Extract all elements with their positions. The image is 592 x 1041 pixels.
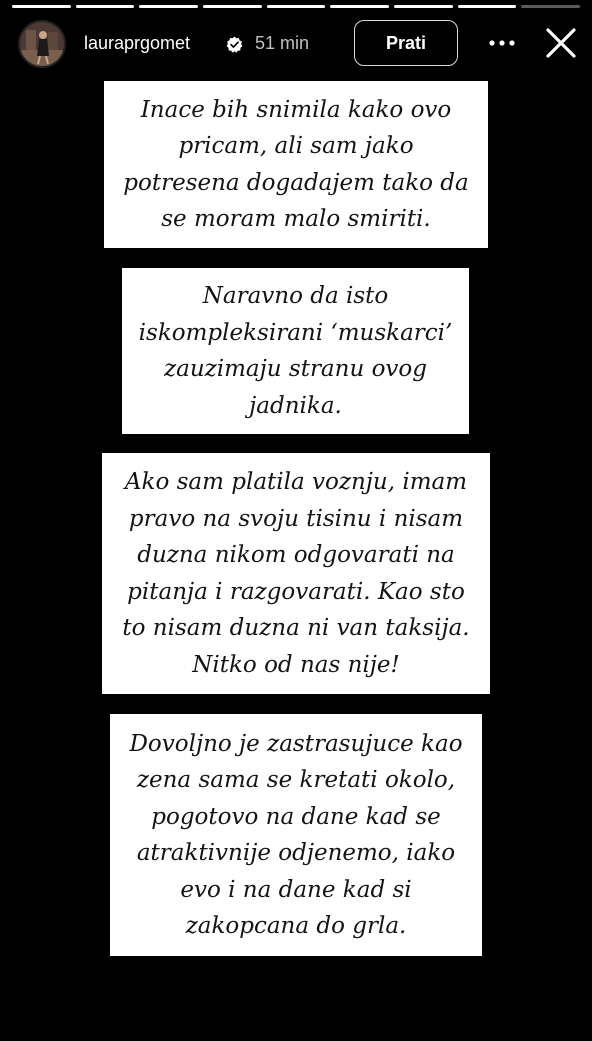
progress-segment [330, 5, 389, 8]
verified-badge-icon [226, 36, 243, 53]
time-ago: 51 min [255, 33, 310, 53]
card-text [123, 92, 468, 238]
avatar-photo [20, 22, 64, 66]
story-text-card [122, 268, 469, 434]
card-line: atraktivnije odjenemo, iako [136, 840, 456, 866]
card-line: to nisam duzna ni van taksija. [122, 615, 470, 641]
card-line: Nitko od nas nije! [192, 651, 400, 678]
progress-segment [521, 5, 580, 8]
card-line: pravo na svoju tisinu i nisam [128, 505, 464, 532]
story-text-card [102, 453, 490, 694]
card-line: se moram malo smiriti. [161, 206, 431, 232]
progress-segment [203, 5, 262, 8]
story-text-card [104, 81, 488, 248]
card-line: zakopcana do grla. [185, 913, 407, 939]
card-line: jadnika. [249, 392, 342, 419]
progress-segment [267, 5, 326, 8]
card-line: zena sama se kretati okolo, [136, 767, 456, 793]
card-line: potresena dogadajem tako da [123, 169, 469, 196]
progress-segment [394, 5, 453, 8]
card-line: iskompleksirani ‘muskarci’ [138, 319, 453, 346]
story-header [0, 14, 592, 72]
card-line: evo i na dane kad si [180, 876, 412, 903]
card-line: Dovoljno je zastrasujuce kao [129, 730, 463, 757]
story-progress-bar [12, 5, 580, 8]
follow-button[interactable]: Prati [354, 20, 458, 66]
card-text [139, 278, 453, 424]
card-line: duzna nikom odgovarati na [137, 542, 455, 568]
progress-segment [139, 5, 198, 8]
card-line: zauzimaju stranu ovog [164, 356, 427, 382]
card-line: pogotovo na dane kad se [151, 803, 441, 830]
card-line: Inace bih snimila kako ovo [140, 96, 452, 123]
more-options-icon[interactable] [487, 32, 517, 54]
card-text [122, 464, 469, 683]
card-line: Naravno da isto [202, 283, 389, 309]
card-line: Ako sam platila voznju, imam [124, 469, 468, 495]
card-line: pricam, ali sam jako [178, 133, 414, 159]
close-icon[interactable] [544, 26, 578, 60]
progress-segment [458, 5, 517, 8]
progress-segment [76, 5, 135, 8]
username[interactable]: lauraprgomet [84, 33, 191, 53]
story-text-card [110, 714, 482, 956]
card-line: pitanja i razgovarati. Kao sto [127, 578, 465, 605]
progress-segment [12, 5, 71, 8]
avatar[interactable] [18, 20, 66, 68]
card-text [129, 726, 462, 945]
